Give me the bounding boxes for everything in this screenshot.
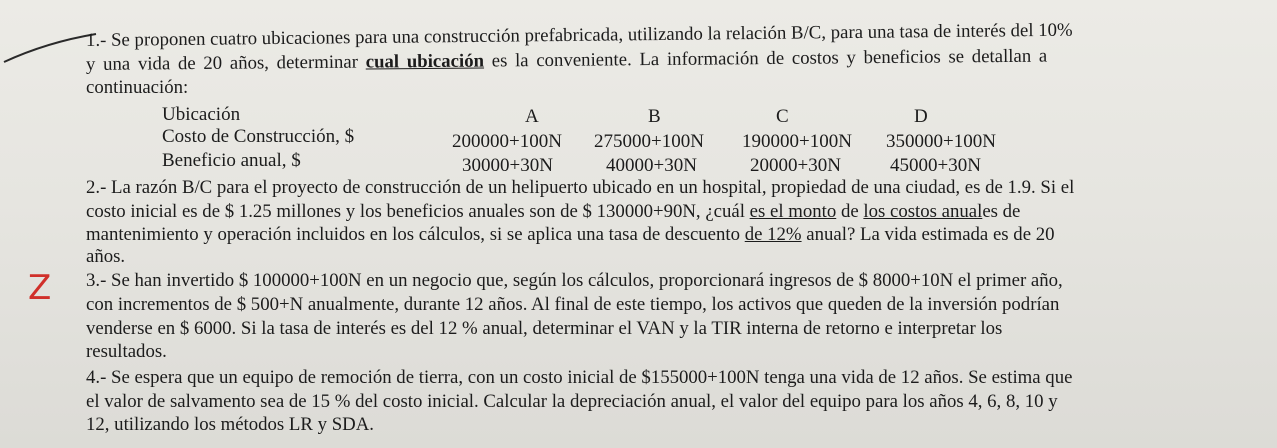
table-header-label: Ubicación: [162, 104, 241, 125]
underlined-de-12-percent: de 12%: [744, 224, 802, 245]
table-col-b: B: [648, 106, 661, 127]
underlined-cual-ubicacion: cual ubicación: [365, 50, 485, 73]
problem-4-line-3: 12, utilizando los métodos LR y SDA.: [86, 414, 374, 435]
underlined-costos-anuales: los costos anual: [863, 201, 983, 222]
problem-3-line-3: venderse en $ 6000. Si la tasa de interés es del 12 % anual, determinar el VAN y la TIR interna de retorno e interpretar los: [86, 318, 1003, 339]
table-cell-cost-a: 200000+100N: [452, 131, 562, 152]
table-col-d: D: [914, 106, 928, 127]
problem-2-line-3: mantenimiento y operación incluidos en los cálculos, si se aplica una tasa de descuento de 12% anual? La vida estimada es de 20: [86, 224, 1055, 245]
problem-3-line-1: 3.- Se han invertido $ 100000+100N en un negocio que, según los cálculos, proporcionará ingresos de $ 8000+10N el primer año,: [86, 270, 1063, 291]
problem-3-line-4: resultados.: [86, 341, 167, 362]
table-cell-benefit-b: 40000+30N: [606, 155, 697, 176]
table-cell-benefit-d: 45000+30N: [890, 155, 981, 176]
problem-2-line-2: costo inicial es de $ 1.25 millones y los beneficios anuales son de $ 130000+90N, ¿cuál es el monto de los costos anuales de: [86, 201, 1021, 222]
table-col-a: A: [525, 106, 539, 127]
problem-1-line-2: y una vida de 20 años, determinar cual ubicación es la conveniente. La información de costos y beneficios se detallan a: [85, 45, 1048, 75]
problem-1-line-1: 1.- Se proponen cuatro ubicaciones para una construcción prefabricada, utilizando la relación B/C, para una tasa de interés del 10%: [85, 19, 1073, 51]
table-cell-benefit-a: 30000+30N: [462, 155, 553, 176]
problem-1-line-3: continuación:: [86, 77, 189, 98]
problem-4-line-2: el valor de salvamento sea de 15 % del costo inicial. Calcular la depreciación anual, el valor del equipo para los años 4, 6, 8, 10 y: [86, 391, 1058, 412]
table-cell-cost-b: 275000+100N: [594, 131, 704, 152]
problem-4-line-1: 4.- Se espera que un equipo de remoción de tierra, con un costo inicial de $155000+100N tenga una vida de 12 años. Se estima que: [86, 367, 1073, 388]
table-row-label-cost: Costo de Construcción, $: [162, 126, 355, 147]
table-cell-cost-c: 190000+100N: [742, 131, 852, 152]
table-cell-benefit-c: 20000+30N: [750, 155, 841, 176]
underlined-es-el-monto: es el monto: [749, 201, 837, 222]
table-col-c: C: [776, 106, 789, 127]
problem-2-line-4: años.: [86, 246, 126, 267]
table-row-label-benefit: Beneficio anual, $: [162, 150, 301, 171]
problem-3-line-2: con incrementos de $ 500+N anualmente, durante 12 años. Al final de este tiempo, los activos que queden de la inversión podrían: [86, 294, 1060, 315]
red-z-margin-mark: Z: [28, 268, 52, 308]
table-cell-cost-d: 350000+100N: [886, 131, 996, 152]
problem-2-line-1: 2.- La razón B/C para el proyecto de construcción de un helipuerto ubicado en un hospital, propiedad de una ciudad, es de 1.9. Si el: [86, 177, 1075, 198]
